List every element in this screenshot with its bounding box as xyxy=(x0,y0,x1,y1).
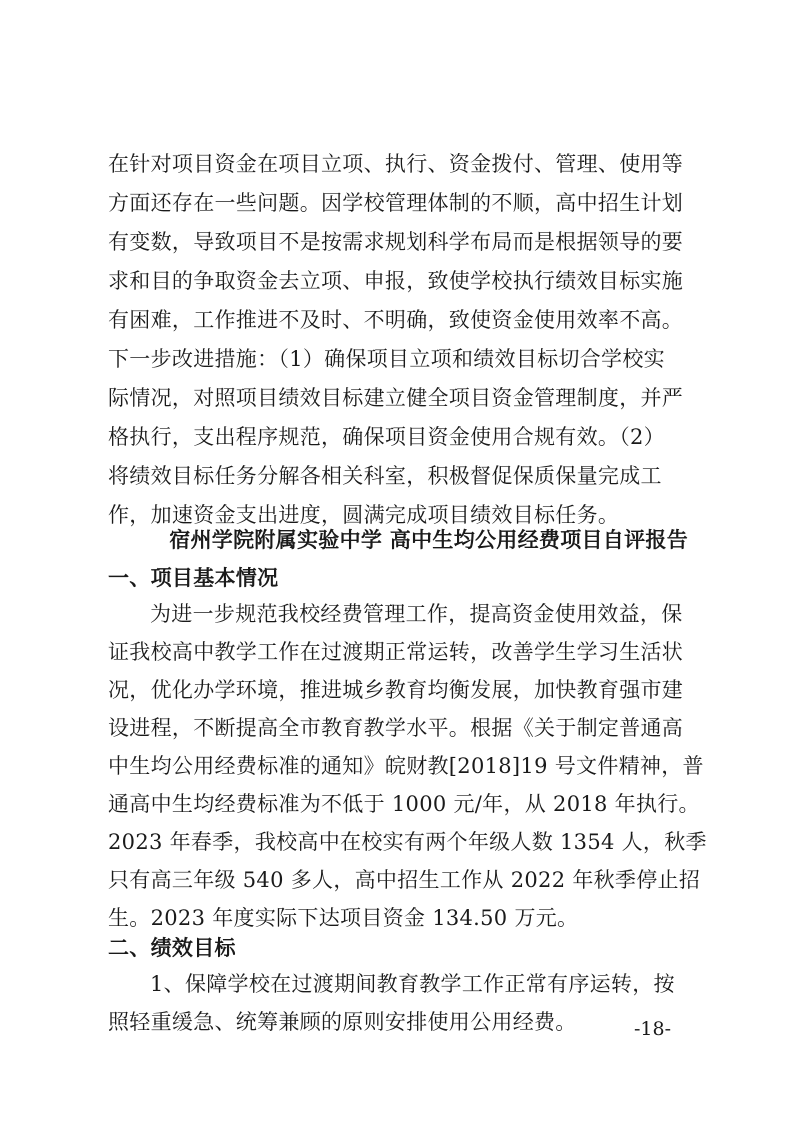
report-title: 宿州学院附属实验中学 高中生均公用经费项目自评报告 xyxy=(169,528,688,552)
section-heading: 二、绩效目标 xyxy=(108,936,236,960)
body-line: 中生均公用经费标准的通知》皖财教[2018]19 号文件精神，普 xyxy=(108,754,704,778)
body-line: 2023 年春季，我校高中在校实有两个年级人数 1354 人，秋季 xyxy=(108,830,707,854)
body-line: 照轻重缓急、统筹兼顾的原则安排使用公用经费。 xyxy=(108,1010,577,1034)
body-line: 证我校高中教学工作在过渡期正常运转，改善学生学习生活状 xyxy=(108,640,684,664)
body-line: 有困难，工作推进不及时、不明确，致使资金使用效率不高。 xyxy=(108,308,684,332)
body-line: 有变数，导致项目不是按需求规划科学布局而是根据领导的要 xyxy=(108,230,684,254)
body-line: 下一步改进措施：（1）确保项目立项和绩效目标切合学校实 xyxy=(108,347,665,371)
page-number: -18- xyxy=(634,1018,672,1040)
body-line: 求和目的争取资金去立项、申报，致使学校执行绩效目标实施 xyxy=(108,269,684,293)
body-line: 通高中生均经费标准为不低于 1000 元/年，从 2018 年执行。 xyxy=(108,792,700,816)
body-line: 只有高三年级 540 多人，高中招生工作从 2022 年秋季停止招 xyxy=(108,868,701,892)
body-line: 将绩效目标任务分解各相关科室，积极督促保质保量完成工 xyxy=(108,464,662,488)
body-line: 生。2023 年度实际下达项目资金 134.50 万元。 xyxy=(108,906,579,930)
body-line: 格执行，支出程序规范，确保项目资金使用合规有效。（2） xyxy=(108,425,665,449)
body-line: 为进一步规范我校经费管理工作，提高资金使用效益，保 xyxy=(150,602,683,626)
body-line: 在针对项目资金在项目立项、执行、资金拨付、管理、使用等 xyxy=(108,152,684,176)
body-line: 况，优化办学环境，推进城乡教育均衡发展，加快教育强市建 xyxy=(108,678,684,702)
body-line: 际情况，对照项目绩效目标建立健全项目资金管理制度，并严 xyxy=(108,386,684,410)
body-line: 方面还存在一些问题。因学校管理体制的不顺，高中招生计划 xyxy=(108,191,684,215)
section-heading: 一、项目基本情况 xyxy=(108,566,279,590)
body-line: 1、保障学校在过渡期间教育教学工作正常有序运转，按 xyxy=(150,972,675,996)
body-line: 作，加速资金支出进度，圆满完成项目绩效目标任务。 xyxy=(108,503,620,527)
body-line: 设进程，不断提高全市教育教学水平。根据《关于制定普通高 xyxy=(108,716,684,740)
